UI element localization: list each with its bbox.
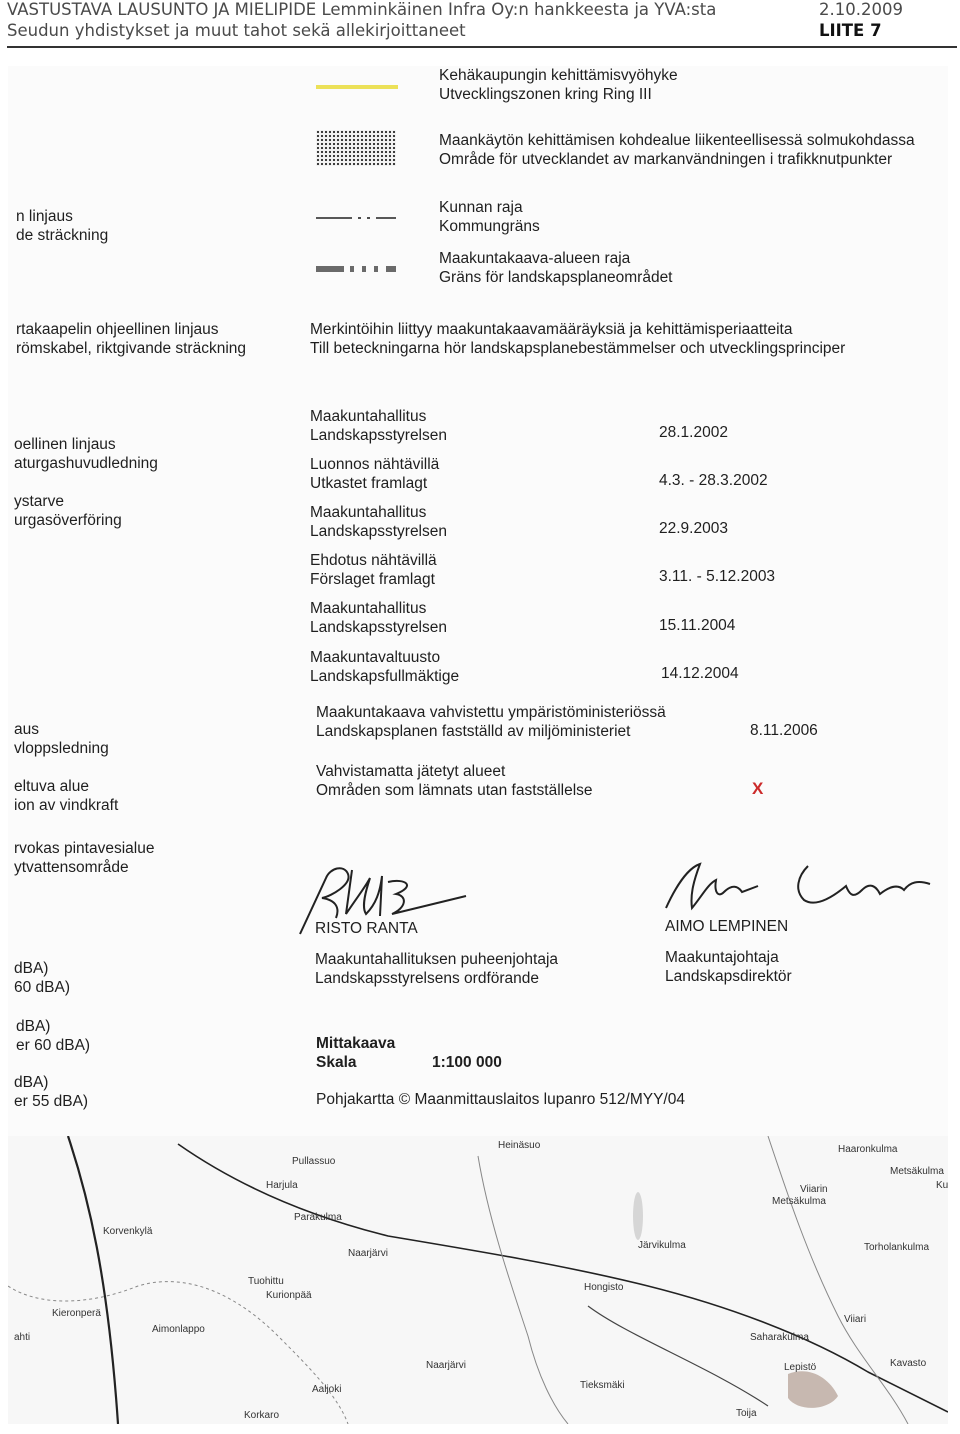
approval-body-sv: Förslaget framlagt — [310, 571, 435, 588]
signatory-title-sv: Landskapsstyrelsens ordförande — [315, 970, 540, 987]
attachment-label: LIITE 7 — [819, 21, 882, 40]
map-label: Tuohittu — [248, 1276, 284, 1287]
approval-body-sv: Landskapsstyrelsen — [310, 523, 447, 540]
basemap-credit: Pohjakartta © Maanmittauslaitos lupanro 512/MYY/04 — [316, 1091, 685, 1108]
legend-left-text: aturgashuvudledning — [14, 455, 158, 472]
ring-zone-symbol — [316, 85, 398, 89]
header-date: 2.10.2009 — [819, 0, 903, 19]
legend-left-text: dBA) — [16, 1018, 51, 1035]
map-label: Naarjärvi — [426, 1360, 467, 1371]
legend-left-text: römskabel, riktgivande sträckning — [16, 340, 247, 357]
map-label: Metsäkulma — [890, 1166, 944, 1177]
map-label: Haaronkulma — [838, 1144, 898, 1155]
approval-date: 14.12.2004 — [661, 665, 739, 682]
map-label: Viiari — [844, 1314, 867, 1325]
map-label: Aaljoki — [312, 1384, 342, 1395]
map-label: ahti — [14, 1332, 31, 1343]
map-label: Kurionpää — [266, 1290, 312, 1301]
ministry-date: 8.11.2006 — [750, 722, 818, 739]
legend-region-fi: Maakuntakaava-alueen raja — [439, 250, 631, 267]
approval-body-fi: Maakuntahallitus — [310, 600, 427, 617]
approval-body-fi: Maakuntavaltuusto — [310, 649, 441, 666]
scale-label-fi: Mittakaava — [316, 1035, 396, 1052]
legend-left-text: ystarve — [14, 493, 64, 510]
legend-left-text: dBA) — [14, 1074, 49, 1091]
legend-left-text: dBA) — [14, 960, 49, 977]
approval-body-sv: Landskapsfullmäktige — [310, 668, 460, 685]
map-label: Korvenkylä — [103, 1226, 153, 1237]
legend-left-text: er 60 dBA) — [16, 1037, 91, 1054]
legend-municipal-sv: Kommungräns — [439, 218, 540, 235]
regulations-sv: Till beteckningarna hör landskapsplanebestämmelser och utvecklingsprinciper — [310, 340, 846, 357]
legend-left-text: ion av vindkraft — [14, 797, 119, 814]
approval-date: 15.11.2004 — [659, 617, 736, 634]
header-subtitle: Seudun yhdistykset ja muut tahot sekä allekirjoittaneet — [7, 21, 466, 40]
approval-date: 3.11. - 5.12.2003 — [659, 568, 776, 585]
map-label: Korkaro — [244, 1410, 280, 1421]
unconfirmed-fi: Vahvistamatta jätetyt alueet — [316, 763, 506, 780]
legend-region-sv: Gräns för landskapsplaneområdet — [439, 269, 673, 286]
legend-left-text: 60 dBA) — [14, 979, 71, 996]
unconfirmed-sv: Områden som lämnats utan fastställelse — [316, 782, 593, 799]
map-excerpt — [8, 1136, 948, 1424]
signatory-title-fi: Maakuntahallituksen puheenjohtaja — [315, 951, 559, 968]
approval-body-sv: Utkastet framlagt — [310, 475, 428, 492]
map-label: Lepistö — [784, 1362, 817, 1373]
signature-aimo-lempinen — [658, 856, 938, 916]
scale-value: 1:100 000 — [432, 1054, 502, 1071]
scale-label-sv: Skala — [316, 1054, 357, 1071]
regulations-fi: Merkintöihin liittyy maakuntakaavamääräyksiä ja kehittämisperiaatteita — [310, 321, 793, 338]
map-label: Torholankulma — [864, 1242, 930, 1253]
signatory-name: AIMO LEMPINEN — [665, 918, 789, 935]
legend-node-fi: Maankäytön kehittämisen kohdealue liikenteellisessä solmukohdassa — [439, 132, 915, 149]
map-label: Viiarin — [800, 1184, 828, 1195]
approval-date: 22.9.2003 — [659, 520, 728, 537]
approval-body-fi: Maakuntahallitus — [310, 504, 427, 521]
signatory-name: RISTO RANTA — [315, 920, 418, 937]
map-label: Naarjärvi — [348, 1248, 389, 1259]
approval-body-sv: Landskapsstyrelsen — [310, 619, 447, 636]
scanned-map-legend — [8, 66, 948, 1424]
legend-ring-sv: Utvecklingszonen kring Ring III — [439, 86, 652, 103]
approval-body-sv: Landskapsstyrelsen — [310, 427, 447, 444]
region-border-symbol — [316, 266, 400, 272]
map-label: Kieronperä — [52, 1308, 101, 1319]
legend-left-text: aus — [14, 721, 39, 738]
map-label: Toija — [736, 1408, 757, 1419]
legend-left-text: ytvattensområde — [14, 859, 129, 876]
legend-left-text: eltuva alue — [14, 778, 89, 795]
map-label: Ku — [936, 1180, 948, 1191]
map-label: Harjula — [266, 1180, 298, 1191]
map-label: Pullassuo — [292, 1156, 336, 1167]
header-title: VASTUSTAVA LAUSUNTO JA MIELIPIDE Lemminkäinen Infra Oy:n hankkeesta ja YVA:sta — [7, 0, 717, 19]
legend-left-text: n linjaus — [16, 208, 73, 225]
map-label: Hongisto — [584, 1282, 624, 1293]
legend-ring-fi: Kehäkaupungin kehittämisvyöhyke — [439, 67, 678, 84]
ministry-fi: Maakuntakaava vahvistettu ympäristöministeriössä — [316, 704, 666, 721]
approval-date: 28.1.2002 — [659, 424, 728, 441]
legend-node-sv: Område för utvecklandet av markanvändningen i trafikknutpunkter — [439, 151, 893, 168]
map-label: Kavasto — [890, 1358, 927, 1369]
header-rule — [7, 46, 957, 48]
document-header — [7, 0, 957, 48]
unconfirmed-mark: X — [752, 779, 764, 798]
approval-body-fi: Luonnos nähtävillä — [310, 456, 440, 473]
legend-left-text: vloppsledning — [14, 740, 109, 757]
legend-left-text: rvokas pintavesialue — [14, 840, 155, 857]
legend-left-text: urgasöverföring — [14, 512, 122, 529]
map-lines — [8, 1136, 948, 1424]
signatory-title-fi: Maakuntajohtaja — [665, 949, 779, 966]
map-label: Saharakulma — [750, 1332, 809, 1343]
legend-left-text: rtakaapelin ohjeellinen linjaus — [16, 321, 219, 338]
signatory-title-sv: Landskapsdirektör — [665, 968, 792, 985]
approval-body-fi: Maakuntahallitus — [310, 408, 427, 425]
legend-left-text: oellinen linjaus — [14, 436, 116, 453]
map-label: Parakulma — [294, 1212, 342, 1223]
map-label: Järvikulma — [638, 1240, 686, 1251]
municipal-border-symbol — [316, 216, 396, 220]
legend-left-text: er 55 dBA) — [14, 1093, 89, 1110]
ministry-sv: Landskapsplanen fastställd av miljöministeriet — [316, 723, 631, 740]
map-label: Metsäkulma — [772, 1196, 826, 1207]
traffic-node-symbol — [316, 130, 396, 166]
map-label: Aimonlappo — [152, 1324, 205, 1335]
legend-municipal-fi: Kunnan raja — [439, 199, 523, 216]
map-label: Tieksmäki — [580, 1380, 625, 1391]
map-label: Heinäsuo — [498, 1140, 541, 1151]
legend-left-text: de sträckning — [16, 227, 109, 244]
approval-body-fi: Ehdotus nähtävillä — [310, 552, 437, 569]
approval-date: 4.3. - 28.3.2002 — [659, 472, 768, 489]
